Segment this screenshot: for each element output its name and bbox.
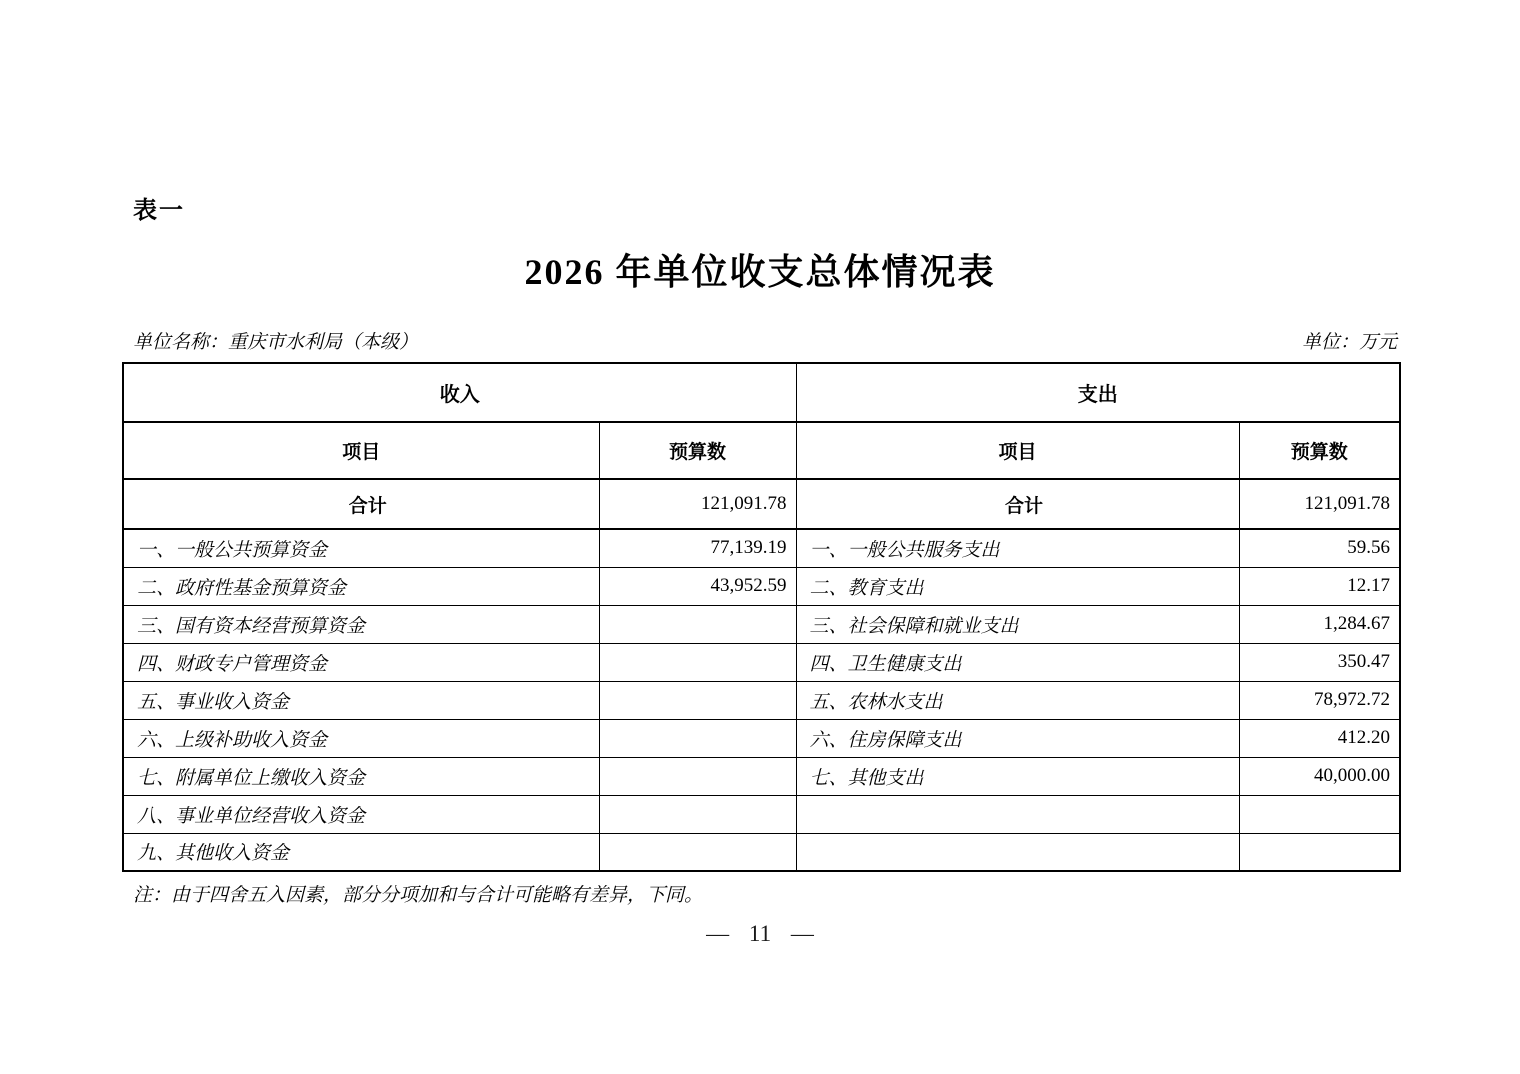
table-row — [123, 529, 1400, 567]
section-header-row — [123, 363, 1400, 422]
income-value: 43,952.59 — [599, 567, 796, 605]
expense-item: 三、社会保障和就业支出 — [796, 605, 1239, 643]
table-row — [123, 719, 1400, 757]
expense-value: 350.47 — [1239, 643, 1400, 681]
expense-value: 78,972.72 — [1239, 681, 1400, 719]
expense-value — [1239, 795, 1400, 833]
expense-item: 六、住房保障支出 — [796, 719, 1239, 757]
expense-value: 1,284.67 — [1239, 605, 1400, 643]
table-row — [123, 643, 1400, 681]
column-header-row — [123, 422, 1400, 479]
income-value — [599, 681, 796, 719]
rounding-note: 注：由于四舍五入因素，部分分项加和与合计可能略有差异，下同。 — [133, 885, 704, 906]
expense-value: 59.56 — [1239, 529, 1400, 567]
expense-item: 二、教育支出 — [796, 567, 1239, 605]
income-item: 三、国有资本经营预算资金 — [123, 605, 599, 643]
expense-item: 七、其他支出 — [796, 757, 1239, 795]
table-row — [123, 681, 1400, 719]
expense-item-column-header: 项目 — [796, 422, 1239, 479]
expense-value: 12.17 — [1239, 567, 1400, 605]
income-item: 八、事业单位经营收入资金 — [123, 795, 599, 833]
expense-item: 五、农林水支出 — [796, 681, 1239, 719]
income-budget-column-header: 预算数 — [599, 422, 796, 479]
expense-budget-column-header: 预算数 — [1239, 422, 1400, 479]
income-item: 七、附属单位上缴收入资金 — [123, 757, 599, 795]
expense-value — [1239, 833, 1400, 871]
page-title: 2026 年单位收支总体情况表 — [524, 252, 996, 292]
total-row — [123, 479, 1400, 529]
income-value — [599, 719, 796, 757]
expense-total-value: 121,091.78 — [1239, 479, 1400, 529]
budget-summary-table — [122, 362, 1401, 872]
income-value: 77,139.19 — [599, 529, 796, 567]
income-item: 二、政府性基金预算资金 — [123, 567, 599, 605]
table-row — [123, 567, 1400, 605]
table-row — [123, 795, 1400, 833]
table-meta-row — [122, 327, 1399, 354]
expense-item: 一、一般公共服务支出 — [796, 529, 1239, 567]
income-value — [599, 757, 796, 795]
table-number-label: 表一 — [133, 197, 185, 224]
income-item: 四、财政专户管理资金 — [123, 643, 599, 681]
income-value — [599, 643, 796, 681]
income-item: 六、上级补助收入资金 — [123, 719, 599, 757]
expense-total-label: 合计 — [796, 479, 1239, 529]
currency-unit-label: 单位：万元 — [1301, 332, 1397, 353]
page-number: — 11 — — [706, 921, 814, 946]
income-value — [599, 605, 796, 643]
income-item: 九、其他收入资金 — [123, 833, 599, 871]
table-row — [123, 833, 1400, 871]
income-item: 一、一般公共预算资金 — [123, 529, 599, 567]
expense-section-header: 支出 — [796, 363, 1400, 422]
income-value — [599, 833, 796, 871]
expense-item — [796, 833, 1239, 871]
expense-value: 40,000.00 — [1239, 757, 1400, 795]
expense-value: 412.20 — [1239, 719, 1400, 757]
income-item-column-header: 项目 — [123, 422, 599, 479]
income-total-label: 合计 — [123, 479, 599, 529]
income-section-header: 收入 — [123, 363, 796, 422]
income-value — [599, 795, 796, 833]
unit-name-label: 单位名称：重庆市水利局（本级） — [133, 332, 419, 353]
table-row — [123, 757, 1400, 795]
income-total-value: 121,091.78 — [599, 479, 796, 529]
table-row — [123, 605, 1400, 643]
income-item: 五、事业收入资金 — [123, 681, 599, 719]
expense-item — [796, 795, 1239, 833]
expense-item: 四、卫生健康支出 — [796, 643, 1239, 681]
